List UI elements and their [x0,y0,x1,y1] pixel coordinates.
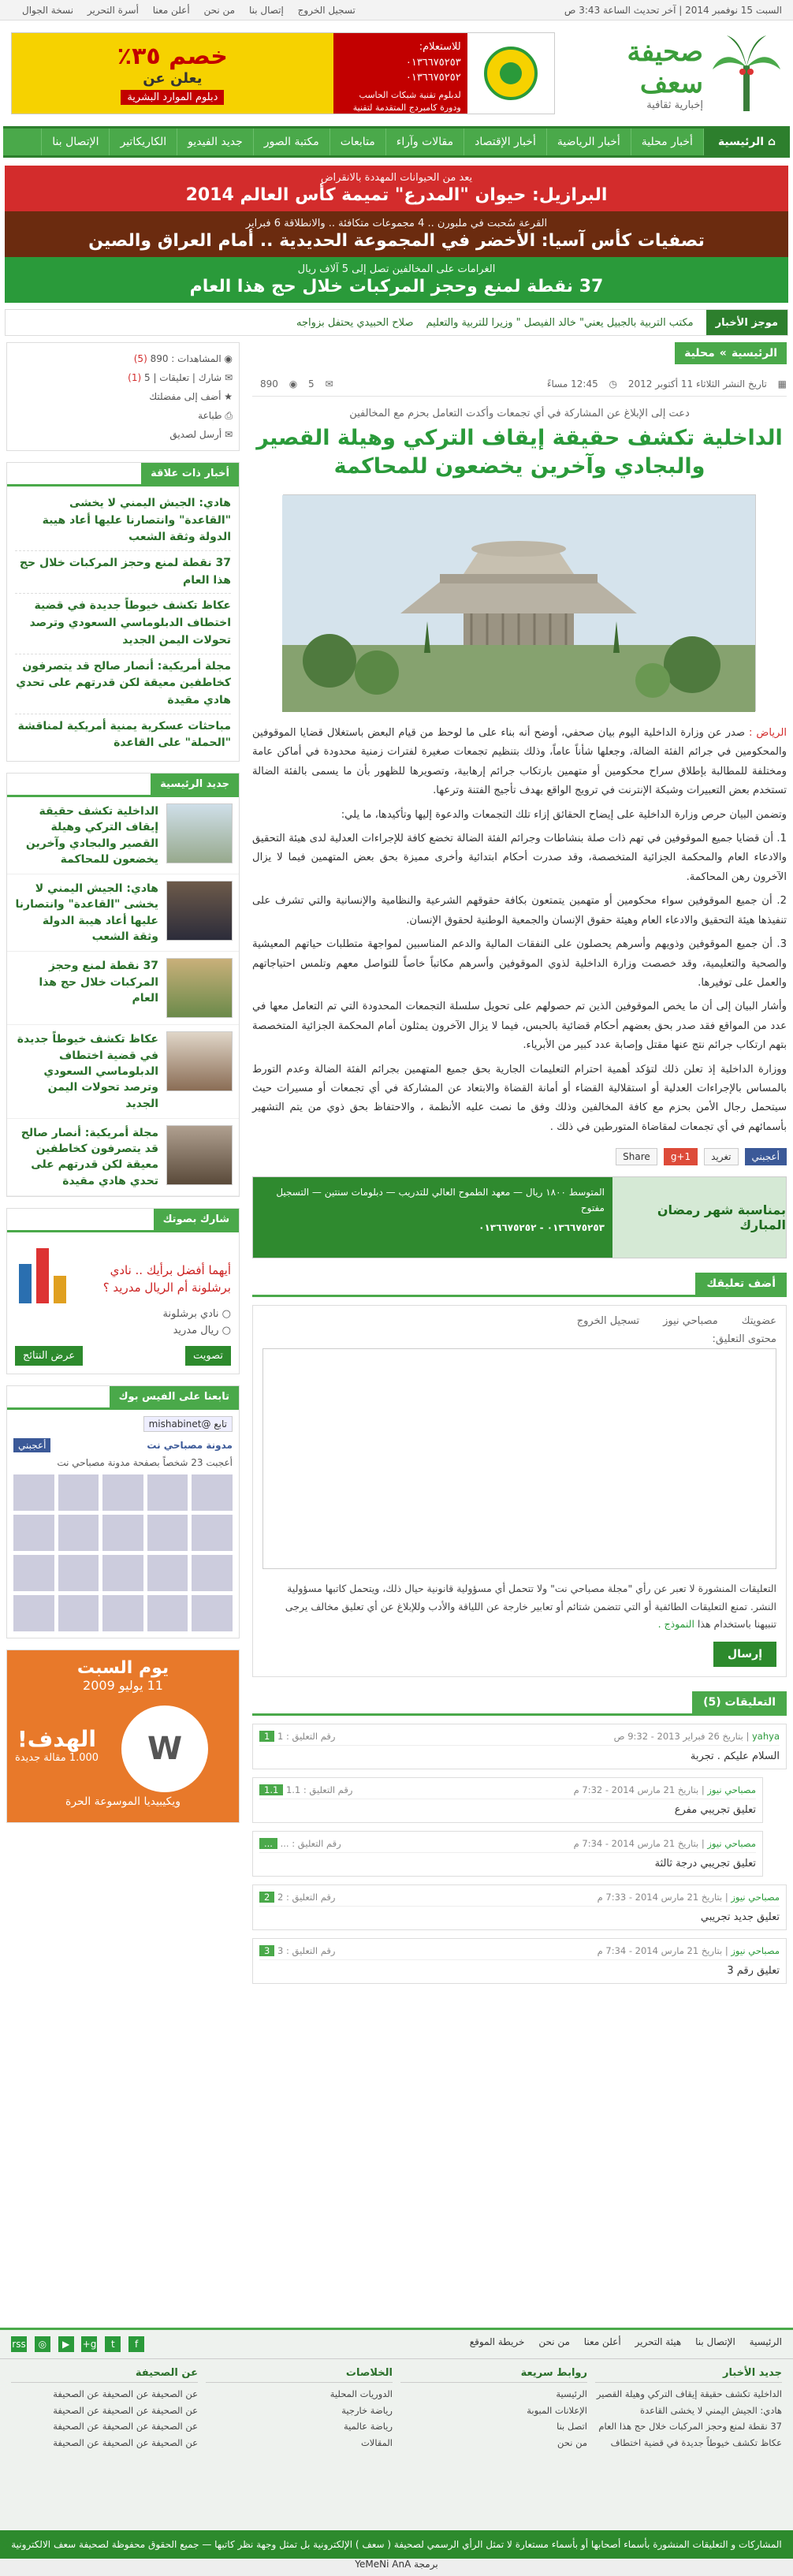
facebook-like-count: أعجبت 23 شخصاً بصفحة مدونة مصباحي نت [57,1456,233,1468]
twitter-follow-button[interactable]: تابع @mishabinet [143,1416,233,1432]
breaking-sub: القرعة سُحبت في ملبورن .. 4 مجموعات متكافئة .. والانطلاقة 6 فبراير [245,218,548,229]
comment-item: مصباحي نيوز | بتاريخ 21 مارس 2014 - 7:34 م رقم التعليق : 3 3 تعليق رقم 3 [252,1938,787,1984]
footer-link[interactable]: الرئيسية [749,2336,782,2347]
comment-number: 1 [259,1731,274,1742]
breaking-title: البرازيل: حيوان "المدرع" تميمة كأس العالم 2014 [185,185,608,205]
view-count: 890 [260,378,278,390]
ad-discount: خصم ٣٥٪ [117,42,228,70]
ticker-item[interactable]: مكتب التربية بالجبيل يعني" خالد الفيصل " وزيرا للتربية والتعليم [426,316,694,329]
ad-tag: دبلوم الموارد البشرية [121,90,224,105]
article-paragraph: وأشار البيان إلى أن ما يخص الموقوفين الذين تم حصولهم على تحويل سلسلة التجمعات المحدودة التي تم التعامل معها في عدد من المواقع فقد صدر بحق بعضهم أحكام قضائية بالحبس، فيما لا يزال الآخرون يمثلون أمام المحكمة الجزائية المتخصصة بتهم ارتكاب جرائم نتج عنها مقتل وإصابة عدد كبير من الأبرياء. [252,1001,787,1052]
latest-thumb [166,1031,233,1091]
ticker-label: موجز الأخبار [706,310,787,335]
main-nav [3,126,790,158]
ad-body [253,1177,612,1258]
footer-col-item: عن الصحيفة عن الصحيفة عن الصحيفة [53,2388,198,2399]
facebook-fans-grid [13,1474,233,1631]
nav-followups[interactable]: متابعات [329,129,385,155]
comment-ref: رقم التعليق : 3 [277,1944,336,1956]
wiki-name: ويكيبيديا الموسوعة الحرة [65,1795,181,1808]
ad-announces: يعلن عن [143,69,203,87]
wikipedia-globe-icon: W [121,1706,208,1792]
credit-line[interactable]: برمجة YeMeNi AnA [0,2559,793,2576]
chat-icon: ✉ [222,372,233,383]
footer-col-item[interactable]: رياضة عالمية [344,2421,393,2432]
comment-item: yahya | بتاريخ 26 فبراير 2013 - 9:32 ص رقم التعليق : 1 1 السلام عليكم . تجربة [252,1724,787,1769]
print-icon: ⎙ [222,410,233,421]
footer-col-about: عن الصحيفة عن الصحيفة عن الصحيفة عن الصحيفة عن الصحيفة عن الصحيفة عن الصحيفة عن الصحيفة عن الصحيفة عن الصحيفة عن الصحيفة عن الصحيفة عن الصحيفة [11,2367,198,2451]
article-paragraph: وتضمن البيان حرص وزارة الداخلية على إيضاح الحقائق إزاء تلك التجمعات والدعوة إليها وتأكيدها، ما يلي: [341,808,787,821]
poll-option[interactable]: ○ ريال مدريد [173,1324,231,1336]
footer-nav [0,2330,793,2359]
article-source: الرياض : [749,726,787,739]
article-paragraph: ووزارة الداخلية إذ تعلن ذلك لتؤكد أهمية احترام التعليمات الجارية بحق جميع المتهمين بجرائم الفئة الضالة وعدم التورط بالمساس بالإجراءات العدلية أو استقلالية القضاء أو أمانة القضاة والابتعاد عن المشاركة في أي تجمعات أو مسيرات حيث سيتحمل رجال الأمن بحزم مع كافة المخالفين وذلك وفق ما نصت عليه الأنظمة ، والاحتفاظ بحق ذوي من يتم التشهير بأسمائهم في أي تجمعات لمقاضاة المتورطين في ذلك . [252,1063,787,1133]
fan-avatar[interactable] [58,1515,99,1551]
top-link-mobile[interactable]: نسخة الجوال [22,4,74,16]
article-kicker: دعت إلى الإبلاغ عن المشاركة في أي تجمعات وأكدت التعامل بحزم مع المخالفين [349,408,690,419]
star-icon: ★ [221,391,233,402]
publish-date: تاريخ النشر الثلاثاء 11 أكتوبر 2012 [627,378,767,390]
nav-photos[interactable]: مكتبة الصور [253,129,329,155]
social-links [11,2336,149,2352]
google-plus-icon[interactable]: g+ [81,2336,97,2352]
rss-icon[interactable]: rss [11,2336,27,2352]
ad-contact-panel [333,33,467,126]
footer-col-item[interactable]: عكاظ تكشف خيوطاً جديدة في قضية اختطاف [610,2437,782,2449]
comment-item: مصباحي نيوز | بتاريخ 21 مارس 2014 - 7:32 م رقم التعليق : 1.1 1.1 تعليق تجريبي مفرع [252,1777,763,1823]
article-meta [252,372,787,397]
comment-form-heading: أضف تعليقك [252,1273,787,1297]
breaking-item-3[interactable] [5,257,788,303]
fan-avatar[interactable] [192,1474,233,1511]
nav-caricature[interactable]: الكاريكاتير [109,129,177,155]
footer-col-item[interactable]: اتصل بنا [557,2421,587,2432]
article-paragraph: 1. أن قضايا جميع الموقوفين في تهم ذات صلة بنشاطات وجرائم الفئة الضالة تخضع كافة للإجراءات العدلية لدى هيئة التحقيق والادعاء العام والمحكمة الجزائية المتخصصة، وقد صدرت أحكام ابتدائية وأخرى مميزة بحق بعض المتهمين فيما لا يزال الآخرون رهن المحاكمة. [252,832,787,883]
ad-discount-panel [12,33,333,114]
related-item[interactable]: مباحثات عسكرية يمنية أمريكية لمناقشة "الحملة" على القاعدة [17,719,231,750]
latest-item[interactable]: هادي: الجيش اليمني لا يخشى "القاعدة" وانتصارنا عليها أعاد هيبة الدولة وثقة الشعب [7,874,239,952]
eye-icon: ◉ [221,353,233,364]
comment-text: تعليق تجريبي مفرع [674,1803,756,1816]
fan-avatar[interactable] [13,1515,54,1551]
comment-number: ... [259,1838,277,1849]
poll-heading: شارك بصوتك [154,1209,239,1230]
latest-item[interactable]: الداخلية تكشف حقيقة إيقاف التركي وهيلة القصير والبجادي وآخرين يخضعون للمحاكمة [7,797,239,874]
nav-opinion[interactable]: مقالات وآراء [385,129,464,155]
comment-date: بتاريخ 21 مارس 2014 - 7:32 م [573,1784,699,1795]
breaking-sub: يعد من الحيوانات المهددة بالانقراض [320,172,473,184]
facebook-widget [6,1385,240,1638]
site-logo[interactable] [555,34,782,113]
top-bar [0,0,793,21]
fan-avatar[interactable] [192,1595,233,1631]
report-form-link[interactable]: النموذج . [657,1618,694,1631]
latest-item[interactable]: عكاظ تكشف خيوطاً جديدة في قضية اختطاف الدبلوماسي السعودي وترصد تحولات اليمن الجديد [7,1025,239,1118]
footer-col-links: روابط سريعة الرئيسية الإعلانات المبوبة اتصل بنا من نحن [400,2367,587,2451]
footer-col-item: عن الصحيفة عن الصحيفة عن الصحيفة [53,2437,198,2449]
comment-disclaimer: التعليقات المنشورة لا تعبر عن رأي "مجلة مصباحي نت" ولا تتحمل أي مسؤولية قانونية حيال ذلك، ويتحمل كاتبها مسؤولية النشر. تمنع التعليقات الطائفية أو التي تتضمن شتائم أو تعابير خارجة عن اللياقة والأدب وللإبلاغ عن أي تعليق مخالف يرجى تنبيهنا باستخدام هذا النموذج . [285,1583,776,1631]
comment-author[interactable]: yahya [752,1730,780,1742]
nav-contact[interactable]: الإتصال بنا [41,129,109,155]
breaking-title: تصفيات كأس آسيا: الأخضر في المجموعة الحديدية .. أمام العراق والصين [88,231,705,251]
article-tools [6,342,240,451]
related-item[interactable]: 37 نقطة لمنع وحجز المركبات خلال حج هذا العام [15,551,231,594]
fan-avatar[interactable] [147,1474,188,1511]
fan-avatar[interactable] [102,1555,143,1591]
comment-date: بتاريخ 21 مارس 2014 - 7:33 م [597,1891,723,1903]
fan-avatar[interactable] [58,1474,99,1511]
publish-time: 12:45 مساءً [546,378,598,390]
latest-thumb [166,1125,233,1185]
breaking-item-1[interactable] [5,166,788,211]
facebook-heading: تابعنا على الفيس بوك [110,1386,239,1407]
facebook-like-button[interactable]: أعجبني [13,1438,50,1452]
vote-button[interactable]: تصويت [185,1346,231,1366]
print-link[interactable]: ⎙ طباعة [198,410,233,421]
footer-link[interactable]: أعلن معنا [583,2336,621,2347]
calendar-icon: ▦ [777,378,787,390]
instagram-icon[interactable]: ◎ [35,2336,50,2352]
nav-home[interactable]: ⌂ الرئيسية [703,129,790,155]
member-name: مصباحي نيوز [663,1315,718,1328]
wiki-date: 11 يوليو 2009 [83,1677,163,1693]
fan-avatar[interactable] [13,1474,54,1511]
stat-badge: (5) [133,353,147,364]
related-news [6,462,240,762]
article-body [252,724,787,1137]
breaking-news [5,166,788,303]
ad-side: بمناسبة شهر رمضان المبارك [612,1177,786,1258]
footer-col-item[interactable]: الإعلانات المبوبة [527,2404,587,2416]
ad-phone-1: ٠١٣٦٦٧٥٢٥٣ [405,56,461,69]
nav-economy[interactable]: أخبار الإقتصاد [464,129,546,155]
footer-col-item[interactable]: 37 نقطة لمنع وحجز المركبات خلال حج هذا العام [598,2421,782,2432]
wiki-goal: الهدف! [17,1725,97,1752]
member-label: عضويتك [741,1315,776,1328]
ad-institute-logo [467,33,554,114]
comment-number: 1.1 [259,1784,283,1795]
share-button[interactable]: Share [616,1148,657,1165]
footer-col-feeds: الخلاصات الدوريات المحلية رياضة خارجية رياضة عالمية المقالات [206,2367,393,2451]
site-header [0,21,793,126]
related-item[interactable]: مجلة أمريكية: أنصار صالح قد يتصرفون كخاطفين معيقة لكن قدرتهم على تحدي هادي مقيدة [15,654,231,714]
comment-author[interactable]: مصباحي نيوز [731,1891,780,1903]
comment-item: مصباحي نيوز | بتاريخ 21 مارس 2014 - 7:34 م رقم التعليق : ... ... تعليق تجريبي درجة ثالثة [252,1831,763,1877]
footer-col-item: عن الصحيفة عن الصحيفة عن الصحيفة [53,2421,198,2432]
copyright: المشاركات و التعليقات المنشورة بأسماء أصحابها أو بأسماء مستعارة لا تمثل الرأي الرسمي لصحيفة ( سعف ) الإلكترونية بل تمثل وجهة نظر كاتبها — جميع الحقوق محفوظة لصحيفة سعف الالكترونية [0,2530,793,2559]
breaking-sub: الغرامات على المخالفين تصل إلى 5 آلاف ريال [297,263,496,275]
footer-col-item[interactable]: الرئيسية [556,2388,587,2399]
fan-avatar[interactable] [192,1555,233,1591]
send-friend-link[interactable]: ✉ أرسل لصديق [169,429,233,440]
article-paragraph: 2. أن جميع الموقوفين سواء محكومين أو متهمين يتمتعون بكافة حقوقهم الشرعية والنظامية والإنسانية والتي تشرف على تنفيذها هيئة التحقيق والادعاء العام وهيئة حقوق الإنسان والجمعية الوطنية لحقوق الإنسان. [252,895,787,926]
views-icon: ◉ [289,378,298,390]
top-link-contact[interactable]: إتصال بنا [248,4,284,16]
show-results-button[interactable]: عرض النتائج [15,1346,83,1366]
fan-avatar[interactable] [147,1555,188,1591]
palm-logo-icon [711,34,782,113]
wiki-day: يوم السبت [76,1657,169,1678]
date-line: السبت 15 نوفمبر 2014 | آخر تحديث الساعة 3:43 ص [564,4,782,16]
submit-comment-button[interactable]: إرسال [713,1642,776,1667]
latest-news [6,773,240,1197]
latest-item[interactable]: 37 نقطة لمنع وحجز المركبات خلال حج هذا العام [7,952,239,1025]
clock-icon: ◷ [609,378,618,390]
facebook-page-name[interactable]: مدونة مصباحي نت [147,1439,233,1451]
comment-text: السلام عليكم . تجربة [690,1750,780,1762]
comment-author[interactable]: مصباحي نيوز [707,1837,756,1849]
top-link-editors[interactable]: أسرة التحرير [87,4,139,16]
footer-col-item[interactable]: هادي: الجيش اليمني لا يخشى القاعدة [640,2404,782,2416]
google-plus-button[interactable]: g+1 [664,1148,698,1165]
wiki-count: 1.000 مقالة جديدة [15,1751,99,1764]
fan-avatar[interactable] [13,1555,54,1591]
latest-thumb [166,881,233,941]
comments-heading: التعليقات (5) [252,1691,787,1716]
comment-date: بتاريخ 21 مارس 2014 - 7:34 م [573,1837,699,1849]
comment-date: بتاريخ 26 فبراير 2013 - 9:32 ص [613,1730,743,1742]
mail-icon: ✉ [222,429,233,440]
comment-text: تعليق تجريبي درجة ثالثة [654,1857,756,1870]
site-footer [0,2328,793,2576]
fan-avatar[interactable] [102,1515,143,1551]
latest-heading: جديد الرئيسية [151,774,239,795]
share-bar [252,1148,787,1165]
fan-avatar[interactable] [102,1595,143,1631]
nav-sports[interactable]: أخبار الرياضية [546,129,631,155]
related-item[interactable]: عكاظ تكشف خيوطاً جديدة في قضية اختطاف الدبلوماسي السعودي وترصد تحولات اليمن الجديد [15,594,231,654]
comment-form [252,1305,787,1677]
ad-phone-2: ٠١٣٦٦٧٥٢٥٢ [405,72,461,84]
comment-item: مصباحي نيوز | بتاريخ 21 مارس 2014 - 7:33 م رقم التعليق : 2 2 تعليق جديد تجريبي [252,1884,787,1930]
footer-link[interactable]: خريطة الموقع [469,2336,525,2347]
facebook-like-button[interactable]: أعجبني [745,1148,787,1165]
comment-ref: رقم التعليق : 1.1 [285,1784,353,1795]
home-icon: ⌂ [764,136,776,148]
comments-icon: ✉ [325,378,333,390]
top-link-about[interactable]: من نحن [203,4,236,16]
ticker-item[interactable]: صلاح الحبيدي يحتفل بزواجه [296,316,414,329]
comment-ref: رقم التعليق : 2 [277,1891,336,1903]
article-paragraph: صدر عن وزارة الداخلية اليوم بيان صحفي، أوضح أنه بناء على ما لوحظ من قيام البعض باستغلال قضايا الموقوفين والمحكومين في جرائم الفئة الضالة، وجعلها شأناً عاماً، وذلك بتنظيم تجمعات صغيرة لفترات زمنية محدودة في أماكن عامة ومختلفة للمطالبة بإطلاق سراح محكومين أو متهمين بارتكاب جرائم إرهابية، وتصويرها للظهور بأن ما يسمى بالفئة الضالة تستخدم بعض التعبيرات وشبكة الإنترنت في ترويج الواقع بهدف تأجيج الفتنة وترعها. [252,726,787,797]
mid-banner-ad[interactable] [252,1176,787,1258]
institute-emblem-icon [483,46,538,101]
nav-videos[interactable]: جديد الفيديو [177,129,253,155]
comment-number: 2 [259,1892,274,1903]
comment-textarea[interactable] [262,1348,776,1569]
fan-avatar[interactable] [102,1474,143,1511]
logo-subtitle: إخبارية ثقافية [646,99,703,111]
article-title: الداخلية تكشف حقيقة إيقاف التركي وهيلة القصير والبجادي وآخرين يخضعون للمحاكمة [256,426,783,479]
fan-avatar[interactable] [58,1555,99,1591]
top-links [11,5,356,16]
footer-col-item[interactable]: من نحن [557,2437,587,2449]
twitter-icon[interactable]: t [105,2336,121,2352]
fan-avatar[interactable] [58,1595,99,1631]
stat-views: ◉ المشاهدات : 890 (5) [133,353,233,364]
stat-comments[interactable]: ✉ شارك | تعليقات | 5 (1) [128,372,233,383]
article-photo [283,494,756,711]
comment-author[interactable]: مصباحي نيوز [731,1944,780,1956]
footer-col-item[interactable]: المقالات [360,2437,393,2449]
breadcrumb-home[interactable]: الرئيسية [731,347,777,360]
fan-avatar[interactable] [13,1595,54,1631]
tweet-button[interactable]: تغريد [704,1148,738,1165]
nav-local[interactable]: أخبار محلية [631,129,703,155]
youtube-icon[interactable]: ▶ [58,2336,74,2352]
footer-col-item: عن الصحيفة عن الصحيفة عن الصحيفة [53,2404,198,2416]
breaking-item-2[interactable] [5,211,788,257]
comment-text: تعليق جديد تجريبي [700,1911,780,1923]
top-link-logout[interactable]: تسجيل الخروج [297,4,356,16]
footer-link[interactable]: الإتصال بنا [695,2336,735,2347]
latest-item[interactable]: مجلة أمريكية: أنصار صالح قد يتصرفون كخاطفين معيقة لكن قدرتهم على تحدي هادي مقيدة [7,1119,239,1196]
related-heading: أخبار ذات علاقة [141,463,239,484]
content-label: محتوى التعليق: [712,1333,776,1346]
fan-avatar[interactable] [192,1515,233,1551]
news-ticker [5,309,788,336]
stat-badge: (1) [128,372,142,383]
footer-col-item[interactable]: رياضة خارجية [341,2404,393,2416]
poll-chart-icon [15,1240,70,1303]
fan-avatar[interactable] [147,1515,188,1551]
ad-course: لدبلوم تقنية شبكات الحاسب ودورة كامبردج المتقدمة لتقنية المعلومات [352,89,461,126]
related-item[interactable]: هادي: الجيش اليمني لا يخشى "القاعدة" وانتصارنا عليها أعاد هيبة الدولة وثقة الشعب [15,491,231,551]
latest-thumb [166,803,233,863]
footer-columns [0,2359,793,2459]
latest-thumb [166,958,233,1018]
logout-link[interactable]: تسجيل الخروج [576,1315,640,1328]
footer-link[interactable]: هيئة التحرير [635,2336,682,2347]
article-paragraph: 3. أن جميع الموقوفين وذويهم وأسرهم يحصلون على النفقات المالية والدعم المناسبين لمواجهة متطلبات حياتهم المعيشية والصحية والتعليمية، وقد خصصت وزارة الداخلية لذوي الموقوفين وأسرهم مكاتباً خاصاً للتواصل معهم وتلمس احتياجاتهم والعمل على توفيرها. [252,938,787,989]
poll [6,1208,240,1374]
article-column [252,342,787,1984]
poll-question: أيهما أفضل برأيك .. نادي برشلونة أم الريال مدريد ؟ [102,1262,231,1295]
comment-text: تعليق رقم 3 [727,1964,780,1977]
footer-col-item[interactable]: الدوريات المحلية [329,2388,393,2399]
breadcrumb [675,342,787,364]
breaking-title: 37 نقطة لمنع وحجز المركبات خلال حج هذا العام [189,277,604,296]
footer-col-news: جديد الأخبار الداخلية تكشف حقيقة إيقاف التركي وهيلة القصير هادي: الجيش اليمني لا يخشى القاعدة 37 نقطة لمنع وحجز المركبات خلال حج هذا العام عكاظ تكشف خيوطاً جديدة في قضية اختطاف [595,2367,782,2451]
logo-title: صحيفة سعف [627,35,703,99]
add-favorite-link[interactable]: ★ أضف إلى مفضلتك [149,391,233,402]
comments-list [252,1724,787,1984]
ad-contact-label: للاستعلام: [419,41,461,53]
facebook-icon[interactable]: f [128,2336,144,2352]
ad-phone: ٠١٣٦٦٧٥٢٥٣ - ٠١٣٦٦٧٥٢٥٢ [478,1221,605,1233]
footer-col-item[interactable]: الداخلية تكشف حقيقة إيقاف التركي وهيلة القصير [596,2388,782,2399]
ad-text: المتوسط ١٨٠٠ ريال — معهد الطموح العالي للتدريب — دبلومات سنتين — التسجيل مفتوح [276,1187,605,1213]
top-link-advertise[interactable]: أعلن معنا [152,4,190,16]
breadcrumb-separator-icon: » [719,347,727,360]
comment-author[interactable]: مصباحي نيوز [707,1784,756,1795]
fan-avatar[interactable] [147,1595,188,1631]
breadcrumb-section[interactable]: محلية [684,347,715,360]
poll-option[interactable]: ○ نادي برشلونة [162,1307,231,1320]
comment-count[interactable]: 5 [308,378,315,390]
comment-ref: رقم التعليق : 1 [277,1730,336,1742]
ministry-building-image [282,495,755,712]
footer-link[interactable]: من نحن [538,2336,570,2347]
sidebar [6,342,240,1834]
comment-number: 3 [259,1945,274,1956]
main-area [0,342,793,1984]
top-banner-ad[interactable] [11,32,555,126]
wikipedia-banner[interactable] [6,1650,240,1823]
comment-date: بتاريخ 21 مارس 2014 - 7:34 م [597,1944,723,1956]
comment-ref: رقم التعليق : ... [280,1837,341,1849]
